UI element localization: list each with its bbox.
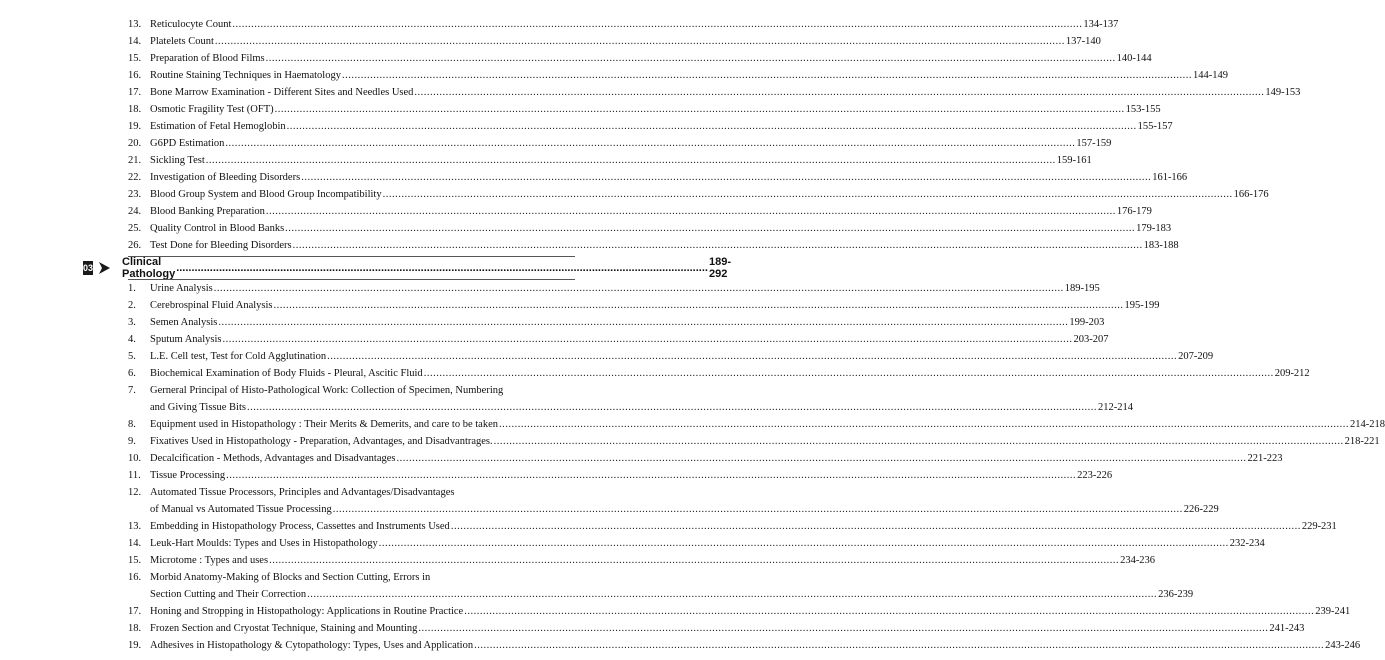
entry-line [150,637,1361,654]
entry-line [150,50,1152,67]
entry-line [150,33,1101,50]
entry-page-range: 241-243 [1269,623,1305,634]
leader-dots [327,348,1177,365]
entry-number: 2. [128,300,136,311]
toc-entry[interactable] [128,484,575,501]
entry-number: 10. [128,453,142,464]
entry-number: 13. [128,19,142,30]
entry-title: Estimation of Fetal Hemoglobin [150,121,286,132]
entry-title: Platelets Count [150,36,214,47]
toc-entry[interactable] [128,331,1109,348]
leader-dots [499,416,1349,433]
entry-title: Fixatives Used in Histopathology - Preparation, Advantages, and Disadvantrages. [150,436,493,447]
entry-line [150,586,1194,603]
leader-dots [464,603,1314,620]
entry-page-range: 226-229 [1183,504,1219,515]
entry-number: 26. [128,240,142,251]
toc-entry[interactable] [128,569,575,586]
leader-dots [218,314,1068,331]
entry-title: Cerebrospinal Fluid Analysis [150,300,273,311]
leader-dots [275,101,1125,118]
entry-line [150,67,1228,84]
leader-dots [379,535,1229,552]
entry-line [150,135,1112,152]
toc-entry[interactable] [128,518,1337,535]
leader-dots [274,297,1124,314]
entry-line [150,501,1219,518]
entry-number: 19. [128,640,142,651]
entry-line [150,203,1152,220]
toc-entry[interactable] [128,348,1214,365]
entry-line [150,484,575,501]
toc-entry[interactable] [128,203,1152,220]
toc-entry[interactable] [128,297,1160,314]
entry-line [150,399,1133,416]
entry-line [150,237,1179,254]
entry-title: Tissue Processing [150,470,226,481]
entry-page-range: 195-199 [1124,300,1160,311]
entry-line [150,620,1305,637]
leader-dots [307,586,1157,603]
toc-entry-continuation[interactable] [128,399,1133,416]
entry-line [150,348,1214,365]
toc-entry[interactable] [128,314,1105,331]
leader-dots [342,67,1192,84]
entry-number: 16. [128,572,142,583]
leader-dots [397,450,1247,467]
entry-number: 1. [128,283,136,294]
entry-title: Osmotic Fragility Test (OFT) [150,104,274,115]
entry-number: 9. [128,436,136,447]
entry-title: Frozen Section and Cryostat Technique, Staining and Mounting [150,623,418,634]
entry-number: 21. [128,155,142,166]
entry-title: Morbid Anatomy-Making of Blocks and Section Cutting, Errors in [150,572,431,583]
entry-page-range: 183-188 [1143,240,1179,251]
entry-page-range: 144-149 [1192,70,1228,81]
entry-title: Leuk-Hart Moulds: Types and Uses in Histopathology [150,538,378,549]
toc-entry[interactable] [128,220,1172,237]
leader-dots [206,152,1056,169]
entry-page-range: 243-246 [1325,640,1361,651]
entry-page-range: 218-221 [1344,436,1380,447]
entry-page-range: 229-231 [1301,521,1337,532]
entry-title-continued: of Manual vs Automated Tissue Processing [150,504,332,515]
entry-title: Honing and Stropping in Histopathology: Applications in Routine Practice [150,606,464,617]
entry-number: 17. [128,87,142,98]
entry-title: Semen Analysis [150,317,218,328]
section-divider-top [128,256,575,257]
toc-entry[interactable] [128,535,1265,552]
entry-title: Urine Analysis [150,283,213,294]
leader-dots [266,203,1116,220]
leader-dots [424,365,1274,382]
leader-dots [301,169,1151,186]
toc-entry[interactable] [128,152,1092,169]
entry-number: 16. [128,70,142,81]
entry-page-range: 221-223 [1247,453,1283,464]
entry-page-range: 214-218 [1349,419,1385,430]
entry-page-range: 159-161 [1056,155,1092,166]
section-number-badge: 03 [83,263,94,273]
entry-title-continued: Section Cutting and Their Correction [150,589,307,600]
toc-entry[interactable] [128,101,1161,118]
entry-line [150,314,1105,331]
toc-entry[interactable] [128,620,1305,637]
entry-number: 4. [128,334,136,345]
toc-entry-continuation[interactable] [128,501,1219,518]
toc-entry[interactable] [128,603,1351,620]
leader-dots [215,33,1065,50]
entry-line [150,467,1113,484]
toc-entry[interactable] [128,16,1119,33]
entry-title: Test Done for Bleeding Disorders [150,240,292,251]
entry-line [150,603,1351,620]
toc-entry[interactable] [128,382,575,399]
entry-title: Biochemical Examination of Body Fluids - Pleural, Ascitic Fluid [150,368,423,379]
entry-number: 25. [128,223,142,234]
entry-line [150,152,1092,169]
entry-page-range: 223-226 [1077,470,1113,481]
entry-page-range: 234-236 [1120,555,1156,566]
entry-title: Gerneral Principal of Histo-Pathological Work: Collection of Specimen, Numbering [150,385,504,396]
entry-line [150,416,1385,433]
leader-dots [226,467,1076,484]
entry-title: Blood Banking Preparation [150,206,265,217]
entry-page-range: 236-239 [1158,589,1194,600]
leader-dots [285,220,1135,237]
entry-page-range: 140-144 [1116,53,1152,64]
entry-number: 3. [128,317,136,328]
entry-line [150,569,575,586]
entry-page-range: 239-241 [1315,606,1351,617]
toc-list-haematology [128,16,1301,254]
entry-line [150,450,1283,467]
entry-number: 7. [128,385,136,396]
entry-number: 13. [128,521,142,532]
entry-title: Automated Tissue Processors, Principles and Advantages/Disadvantages [150,487,455,498]
toc-entry[interactable] [128,280,1100,297]
entry-page-range: 179-183 [1136,223,1172,234]
entry-line [150,16,1119,33]
entry-title: Blood Group System and Blood Group Incompatibility [150,189,382,200]
entry-title: Sickling Test [150,155,205,166]
entry-page-range: 153-155 [1125,104,1161,115]
entry-title: Equipment used in Histopathology : Their Merits & Demerits, and care to be taken [150,419,498,430]
toc-entry-continuation[interactable] [128,586,1194,603]
section-heading[interactable] [83,256,731,280]
entry-number: 15. [128,53,142,64]
toc-entry[interactable] [128,467,1113,484]
leader-dots [414,84,1264,101]
entry-line [150,518,1337,535]
entry-line [150,101,1161,118]
entry-page-range: 161-166 [1152,172,1188,183]
leader-dots [287,118,1137,135]
entry-number: 12. [128,487,142,498]
entry-title-continued: and Giving Tissue Bits [150,402,246,413]
entry-page-range: 134-137 [1083,19,1119,30]
leader-dots [214,280,1064,297]
entry-title: Microtome : Types and uses [150,555,269,566]
entry-line [150,84,1301,101]
entry-title: Adhesives in Histopathology & Cytopathology: Types, Uses and Application [150,640,474,651]
toc-entry[interactable] [128,365,1310,382]
entry-page-range: 166-176 [1233,189,1269,200]
section-title: Clinical Pathology [122,256,176,280]
entry-line [150,331,1109,348]
entry-title: Routine Staining Techniques in Haematology [150,70,341,81]
toc-entry[interactable] [128,50,1152,67]
entry-number: 14. [128,538,142,549]
entry-number: 11. [128,470,141,481]
toc-entry[interactable] [128,118,1173,135]
entry-title: Decalcification - Methods, Advantages and Disadvantages [150,453,396,464]
entry-title: Reticulocyte Count [150,19,232,30]
leader-dots [176,262,708,274]
entry-page-range: 176-179 [1116,206,1152,217]
toc-entry[interactable] [128,33,1101,50]
section-page-range: 189-292 [708,256,731,280]
entry-page-range: 232-234 [1229,538,1265,549]
entry-page-range: 199-203 [1069,317,1105,328]
entry-title: L.E. Cell test, Test for Cold Agglutination [150,351,327,362]
entry-line [150,169,1188,186]
entry-title: Sputum Analysis [150,334,222,345]
entry-number: 17. [128,606,142,617]
toc-entry[interactable] [128,552,1156,569]
toc-entry[interactable] [128,237,1179,254]
entry-line [150,535,1265,552]
toc-entry[interactable] [128,135,1112,152]
entry-page-range: 157-159 [1076,138,1112,149]
arrow-right-icon [97,261,113,275]
leader-dots [451,518,1301,535]
entry-page-range: 209-212 [1274,368,1310,379]
toc-entry[interactable] [128,186,1269,203]
entry-page-range: 212-214 [1097,402,1133,413]
entry-number: 14. [128,36,142,47]
entry-title: G6PD Estimation [150,138,225,149]
entry-title: Quality Control in Blood Banks [150,223,285,234]
entry-line [150,297,1160,314]
entry-page-range: 149-153 [1265,87,1301,98]
entry-number: 19. [128,121,142,132]
entry-number: 8. [128,419,136,430]
entry-number: 24. [128,206,142,217]
entry-page-range: 155-157 [1137,121,1173,132]
entry-line [150,220,1172,237]
leader-dots [232,16,1082,33]
entry-number: 5. [128,351,136,362]
toc-entry[interactable] [128,637,1361,654]
leader-dots [269,552,1119,569]
entry-title: Bone Marrow Examination - Different Sites and Needles Used [150,87,414,98]
entry-number: 20. [128,138,142,149]
leader-dots [266,50,1116,67]
entry-number: 23. [128,189,142,200]
leader-dots [383,186,1233,203]
entry-line [150,186,1269,203]
entry-line [150,382,575,399]
toc-entry[interactable] [128,416,1385,433]
entry-line [150,433,1380,450]
leader-dots [418,620,1268,637]
entry-page-range: 203-207 [1073,334,1109,345]
entry-line [150,365,1310,382]
entry-page-range: 207-209 [1178,351,1214,362]
toc-entry[interactable] [128,67,1228,84]
toc-entry[interactable] [128,450,1283,467]
entry-number: 22. [128,172,142,183]
toc-entry[interactable] [128,84,1301,101]
entry-line [150,552,1156,569]
entry-page-range: 137-140 [1065,36,1101,47]
toc-entry[interactable] [128,433,1380,450]
leader-dots [225,135,1075,152]
leader-dots [494,433,1344,450]
entry-title: Embedding in Histopathology Process, Cassettes and Instruments Used [150,521,450,532]
entry-number: 18. [128,104,142,115]
leader-dots [293,237,1143,254]
entry-title: Preparation of Blood Films [150,53,265,64]
leader-dots [333,501,1183,518]
entry-page-range: 189-195 [1064,283,1100,294]
entry-line [150,280,1100,297]
entry-number: 15. [128,555,142,566]
leader-dots [474,637,1324,654]
entry-line [150,118,1173,135]
leader-dots [222,331,1072,348]
entry-number: 18. [128,623,142,634]
entry-title: Investigation of Bleeding Disorders [150,172,301,183]
leader-dots [247,399,1097,416]
entry-number: 6. [128,368,136,379]
toc-list-clinical-pathology [128,280,1385,654]
toc-entry[interactable] [128,169,1188,186]
